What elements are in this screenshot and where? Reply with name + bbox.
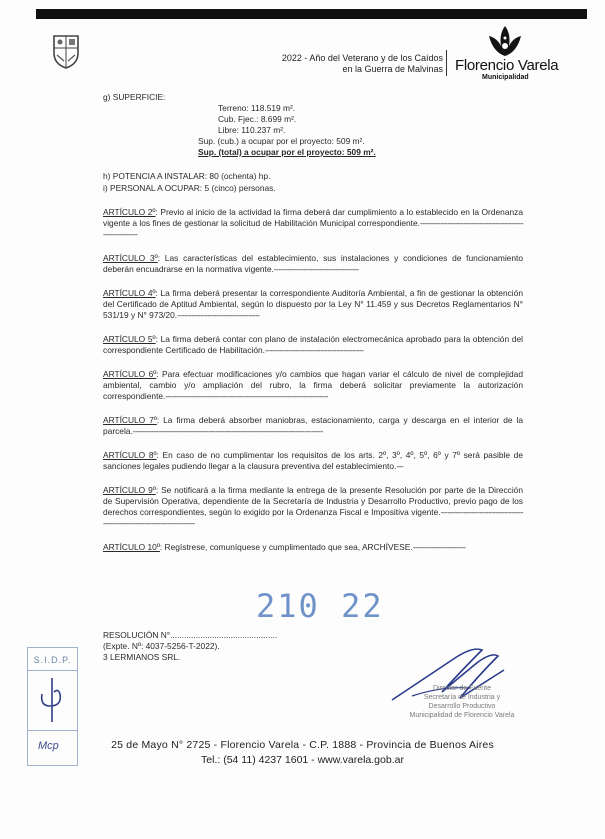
articulo-text: : Previo al inicio de la actividad la firma deberá dar cumplimiento a lo establecido en la Ordenanza vigente a los fines de gestionar la solicitud de Habilitación Municipal correspondiente. (103, 207, 523, 228)
articulo-10 (103, 542, 523, 553)
brand-subtitle: Municipalidad (482, 74, 529, 81)
articulo-dash-fill: ----------------------------------------------------------------------- (165, 391, 328, 401)
sidp-divider (28, 730, 77, 731)
articulo-text: : En caso de no cumplimentar los requisitos de los arts. 2º, 3º, 4º, 5º, 6º y 7º será pasible de sanciones legales pudiendo llegar a la clausura preventiva del establecimiento. (103, 450, 523, 471)
articulo-3 (103, 253, 523, 275)
header-divider (446, 50, 447, 76)
articulo-dash-fill: ---------------------------------------------------------------------------- (103, 507, 523, 528)
articulo-7 (103, 415, 523, 437)
sidp-signature-icon (36, 676, 68, 724)
articulo-9 (103, 485, 523, 529)
articulo-text: : Para efectuar modificaciones y/o cambios que hagan variar el cálculo de nivel de complejidad ambiental, cambio y/o ampliación del rubro, la firma deberá solicitar previamente la autorización correspondiente. (103, 369, 523, 401)
resolucion-label: RESOLUCIÓN N° (103, 630, 171, 640)
resolution-reference (103, 630, 277, 663)
superficie-sup-total: Sup. (total) a ocupar por el proyecto: 509 m². (198, 147, 376, 157)
superficie-libre: Libre: 110.237 m². (218, 125, 286, 135)
signature-caption (407, 684, 517, 720)
articulo-title: ARTÍCULO 9º (103, 485, 156, 495)
articulo-text: : Las características del establecimiento, sus instalaciones y condiciones de funcionamiento deberán encuadrarse en la normativa vigente. (103, 253, 523, 274)
signature-line-1: Director de Fuente (433, 685, 491, 692)
brand-name: Florencio Varela (455, 57, 559, 74)
sidp-initials: Mcp (38, 740, 59, 752)
municipal-crest-icon (52, 33, 80, 69)
articulo-title: ARTÍCULO 7º (103, 415, 157, 425)
articulo-text: : La firma deberá absorber maniobras, estacionamiento, carga y descarga en el interior de la parcela. (103, 415, 523, 436)
potencia-line: h) POTENCIA A INSTALAR: 80 (ochenta) hp. (103, 171, 271, 181)
articulo-dash-fill: ------------------------------------------------------------ (103, 218, 523, 239)
footer-contact: Tel.: (54 11) 4237 1601 - www.varela.gob.ar (201, 754, 404, 766)
page-footer (0, 738, 605, 768)
articulo-dash-fill: ----------------------------------------------------------------------------------- (132, 426, 323, 436)
articulo-title: ARTÍCULO 5º (103, 334, 156, 344)
articulo-title: ARTÍCULO 6º (103, 369, 157, 379)
superficie-terreno: Terreno: 118.519 m². (218, 103, 296, 113)
articulo-dash-fill: --- (396, 461, 404, 471)
motto-line-1: 2022 - Año del Veterano y de los Caídos (281, 53, 443, 63)
top-black-bar (36, 9, 587, 19)
articulo-6 (103, 369, 523, 402)
sidp-divider (28, 670, 77, 671)
resolution-body (103, 92, 523, 553)
articulo-title: ARTÍCULO 3º (103, 253, 158, 263)
superficie-cub-fjec: Cub. Fjec.: 8.699 m². (218, 114, 297, 124)
articulo-text: : Se notificará a la firma mediante la entrega de la presente Resolución por parte de la Dirección de Supervisión Operativa, dependiente de la Secretaría de Industria y Desarrollo Productivo, previo pago de los derechos correspondientes, según lo exigido por la Ordenanza Fiscal e Impositiva vigente. (103, 485, 523, 517)
motto-line-2: en la Guerra de Malvinas (342, 64, 443, 74)
signature-line-3: Desarrollo Productivo (428, 703, 496, 710)
florencio-varela-logo-icon (485, 24, 525, 58)
expediente-line: (Expte. Nº: 4037-5256-T-2022). (103, 641, 220, 651)
resolucion-line (103, 630, 277, 641)
articulo-dash-fill: ----------------------- (412, 542, 466, 552)
articulo-text: : La firma deberá presentar la correspondiente Auditoría Ambiental, a fin de gestionar la obtención del Certificado de Aptitud Ambiental, según lo dispuesto por la Ley N° 11.459 y sus Decretos Reglamentarios N° 531/19 y N° 973/20. (103, 288, 523, 320)
articulo-5 (103, 334, 523, 356)
articulo-dash-fill: ------------------------------------------- (265, 345, 364, 355)
footer-address: 25 de Mayo N° 2725 - Florencio Varela - C.P. 1888 - Provincia de Buenos Aires (111, 739, 494, 751)
articulo-8 (103, 450, 523, 472)
personal-line: i) PERSONAL A OCUPAR: 5 (cinco) personas. (103, 183, 276, 193)
firm-line: 3 LERMIANOS SRL. (103, 652, 181, 662)
resolution-number-stamp: 210 22 (256, 587, 384, 625)
articulo-dash-fill: ------------------------------------ (177, 310, 260, 320)
articulo-dash-fill: ------------------------------------- (273, 264, 359, 274)
superficie-heading: g) SUPERFICIE: (103, 92, 166, 102)
articulo-title: ARTÍCULO 2º (103, 207, 156, 217)
articulo-title: ARTÍCULO 4º (103, 288, 156, 298)
signature-line-4: Municipalidad de Florencio Varela (409, 712, 515, 719)
articulo-title: ARTÍCULO 10º (103, 542, 160, 552)
sidp-label: S.I.D.P. (33, 655, 72, 665)
articulo-text: : Regístrese, comuníquese y cumplimentado que sea, ARCHÍVESE. (159, 542, 413, 552)
articulo-text: : La firma deberá contar con plano de instalación electromecánica aprobado para la obtención del correspondiente Certificado de Habilitación. (103, 334, 523, 355)
signature-line-2: Secretaría de Industria y (423, 694, 501, 701)
articulo-2 (103, 207, 523, 240)
superficie-sup-cub: Sup. (cub.) a ocupar por el proyecto: 509 m². (198, 136, 365, 146)
articulo-4 (103, 288, 523, 321)
articulo-title: ARTÍCULO 8º (103, 450, 157, 460)
resolucion-blank: .............................................. (170, 630, 278, 640)
header-motto (282, 53, 443, 75)
